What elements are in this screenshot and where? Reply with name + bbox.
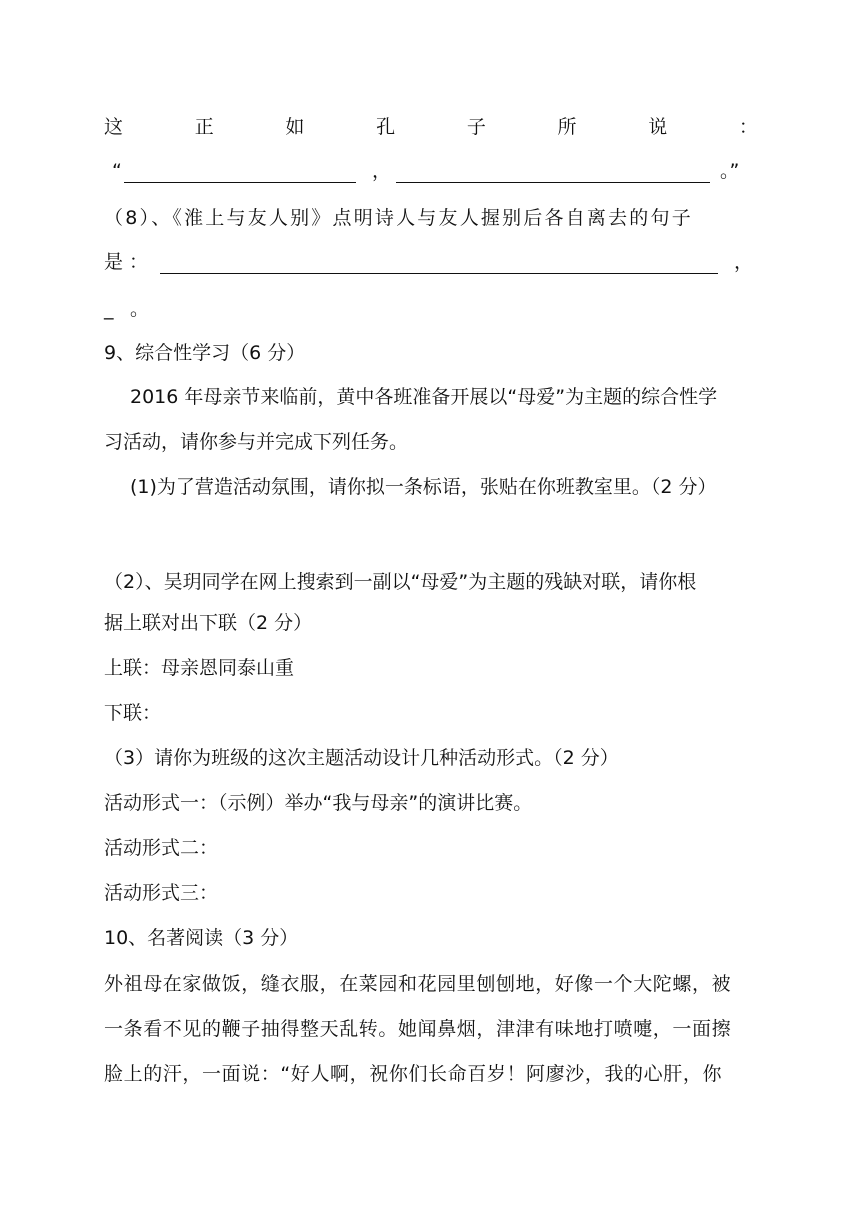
lead-char: 这 [104, 116, 124, 138]
q9-task-2: （2）、吴玥同学在网上搜索到一副以“母爱”为主题的残缺对联，请你根 [104, 571, 697, 593]
q8-item-8: （8）、《淮上与友人别》点明诗人与友人握别后各自离去的句子 [104, 207, 693, 229]
q9-task-2: 据上联对出下联（2 分） [104, 612, 313, 634]
answer-lead: 是 ： [104, 251, 149, 273]
q8-sentence-lead [104, 114, 758, 140]
q10-passage: 一条看不见的鞭子抽得整天乱转。她闻鼻烟，津津有味地打喷嚏，一面擦 [104, 1018, 732, 1040]
q10-passage: 脸上的汗，一面说：“好人啊，祝你们长命百岁！阿廖沙，我的心肝，你 [104, 1063, 723, 1085]
period: 。 [130, 298, 150, 320]
open-quote: “ [112, 160, 122, 182]
close-quote: 。” [720, 160, 740, 182]
q9-intro: 2016 年母亲节来临前，黄中各班准备开展以“母爱”为主题的综合性学 [130, 386, 718, 408]
answer-blank-2[interactable] [396, 164, 710, 183]
activity-form-2: 活动形式二： [104, 837, 219, 859]
activity-form-3: 活动形式三： [104, 882, 219, 904]
q10-title: 10、名著阅读（3 分） [104, 927, 299, 949]
q9-task-1: (1)为了营造活动氛围，请你拟一条标语，张贴在你班教室里。（2 分） [130, 476, 717, 498]
q9-task-3: （3）请你为班级的这次主题活动设计几种活动形式。（2 分） [104, 747, 619, 769]
activity-form-1: 活动形式一：（示例）举办“我与母亲”的演讲比赛。 [104, 792, 533, 814]
lead-char: 如 [285, 116, 305, 138]
answer-blank-4[interactable]: _ [104, 298, 114, 320]
lead-char: ： [738, 116, 758, 138]
lead-char: 说 [648, 116, 668, 138]
comma: ， [372, 160, 392, 182]
lower-couplet: 下联： [104, 702, 162, 724]
comma: ， [734, 251, 754, 273]
q9-title: 9、综合性学习（6 分） [104, 342, 306, 364]
lead-char: 孔 [376, 116, 396, 138]
answer-blank-3[interactable] [160, 255, 718, 274]
lead-char: 子 [466, 116, 486, 138]
answer-blank-1[interactable] [124, 164, 356, 183]
lead-char: 正 [194, 116, 214, 138]
upper-couplet: 上联：母亲恩同泰山重 [104, 657, 295, 679]
lead-char: 所 [557, 116, 577, 138]
q9-intro: 习活动，请你参与并完成下列任务。 [104, 431, 409, 453]
q10-passage: 外祖母在家做饭，缝衣服，在菜园和花园里刨刨地，好像一个大陀螺，被 [104, 973, 732, 995]
